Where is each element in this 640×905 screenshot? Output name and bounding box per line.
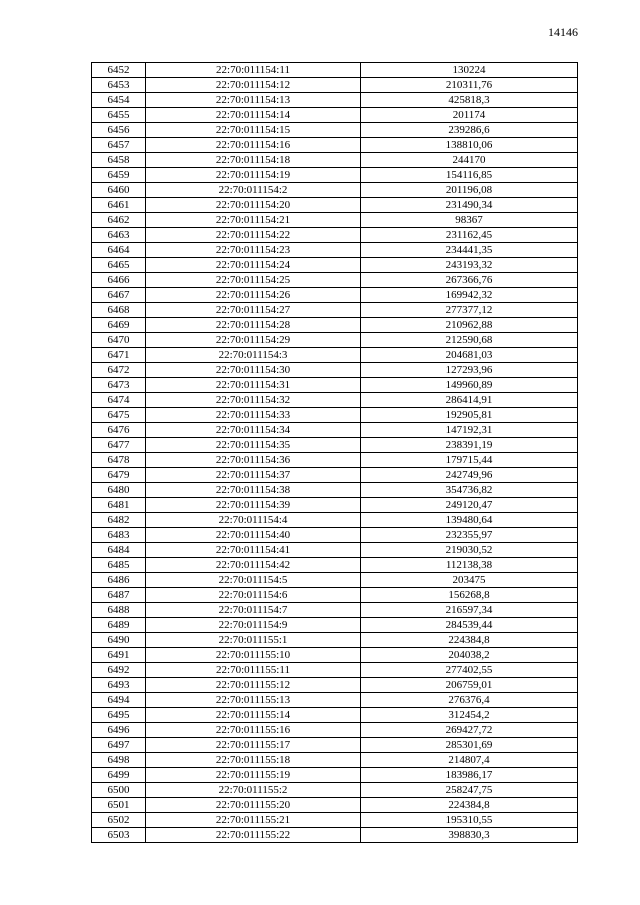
cadastral-number-cell: 22:70:011155:12 [146, 678, 361, 693]
cadastral-value-cell: 398830,3 [361, 828, 578, 843]
cadastral-number-cell: 22:70:011154:6 [146, 588, 361, 603]
cadastral-number-cell: 22:70:011154:39 [146, 498, 361, 513]
row-number-cell: 6483 [92, 528, 146, 543]
cadastral-number-cell: 22:70:011155:22 [146, 828, 361, 843]
cadastral-number-cell: 22:70:011154:12 [146, 78, 361, 93]
cadastral-number-cell: 22:70:011155:2 [146, 783, 361, 798]
table-row [92, 198, 578, 213]
table-row [92, 753, 578, 768]
table-row [92, 588, 578, 603]
cadastral-value-cell: 127293,96 [361, 363, 578, 378]
cadastral-value-cell: 183986,17 [361, 768, 578, 783]
cadastral-number-cell: 22:70:011154:34 [146, 423, 361, 438]
row-number-cell: 6491 [92, 648, 146, 663]
cadastral-value-cell: 269427,72 [361, 723, 578, 738]
cadastral-number-cell: 22:70:011154:2 [146, 183, 361, 198]
row-number-cell: 6464 [92, 243, 146, 258]
table-row [92, 348, 578, 363]
table-row [92, 498, 578, 513]
cadastral-value-cell: 156268,8 [361, 588, 578, 603]
row-number-cell: 6477 [92, 438, 146, 453]
row-number-cell: 6460 [92, 183, 146, 198]
table-row [92, 243, 578, 258]
row-number-cell: 6457 [92, 138, 146, 153]
row-number-cell: 6463 [92, 228, 146, 243]
table-row [92, 123, 578, 138]
cadastral-value-cell: 138810,06 [361, 138, 578, 153]
row-number-cell: 6488 [92, 603, 146, 618]
cadastral-value-cell: 98367 [361, 213, 578, 228]
row-number-cell: 6489 [92, 618, 146, 633]
table-row [92, 363, 578, 378]
row-number-cell: 6462 [92, 213, 146, 228]
row-number-cell: 6495 [92, 708, 146, 723]
row-number-cell: 6472 [92, 363, 146, 378]
cadastral-number-cell: 22:70:011154:19 [146, 168, 361, 183]
cadastral-number-cell: 22:70:011154:5 [146, 573, 361, 588]
cadastral-value-cell: 201196,08 [361, 183, 578, 198]
cadastral-number-cell: 22:70:011154:26 [146, 288, 361, 303]
cadastral-number-cell: 22:70:011154:4 [146, 513, 361, 528]
cadastral-number-cell: 22:70:011154:21 [146, 213, 361, 228]
row-number-cell: 6471 [92, 348, 146, 363]
table-row [92, 828, 578, 843]
cadastral-number-cell: 22:70:011154:16 [146, 138, 361, 153]
cadastral-value-cell: 139480,64 [361, 513, 578, 528]
table-row [92, 558, 578, 573]
cadastral-number-cell: 22:70:011154:38 [146, 483, 361, 498]
table-row [92, 678, 578, 693]
row-number-cell: 6458 [92, 153, 146, 168]
cadastral-number-cell: 22:70:011155:14 [146, 708, 361, 723]
table-row [92, 93, 578, 108]
table-row [92, 138, 578, 153]
cadastral-number-cell: 22:70:011154:28 [146, 318, 361, 333]
row-number-cell: 6468 [92, 303, 146, 318]
cadastral-value-cell: 147192,31 [361, 423, 578, 438]
cadastral-number-cell: 22:70:011154:15 [146, 123, 361, 138]
cadastral-value-cell: 425818,3 [361, 93, 578, 108]
cadastral-number-cell: 22:70:011154:30 [146, 363, 361, 378]
table-row [92, 393, 578, 408]
cadastral-value-cell: 224384,8 [361, 633, 578, 648]
row-number-cell: 6482 [92, 513, 146, 528]
cadastral-value-cell: 214807,4 [361, 753, 578, 768]
cadastral-value-cell: 286414,91 [361, 393, 578, 408]
cadastral-number-cell: 22:70:011154:24 [146, 258, 361, 273]
table-row [92, 438, 578, 453]
row-number-cell: 6455 [92, 108, 146, 123]
cadastral-number-cell: 22:70:011154:37 [146, 468, 361, 483]
table-row [92, 693, 578, 708]
cadastral-value-cell: 206759,01 [361, 678, 578, 693]
table-row [92, 783, 578, 798]
cadastral-number-cell: 22:70:011154:11 [146, 63, 361, 78]
cadastral-value-cell: 276376,4 [361, 693, 578, 708]
cadastral-value-cell: 234441,35 [361, 243, 578, 258]
cadastral-value-cell: 179715,44 [361, 453, 578, 468]
cadastral-number-cell: 22:70:011154:23 [146, 243, 361, 258]
row-number-cell: 6453 [92, 78, 146, 93]
cadastral-number-cell: 22:70:011154:18 [146, 153, 361, 168]
cadastral-value-cell: 285301,69 [361, 738, 578, 753]
table-row [92, 543, 578, 558]
cadastral-value-cell: 224384,8 [361, 798, 578, 813]
cadastral-value-cell: 277402,55 [361, 663, 578, 678]
row-number-cell: 6501 [92, 798, 146, 813]
table-row [92, 708, 578, 723]
table-row [92, 273, 578, 288]
cadastral-value-cell: 258247,75 [361, 783, 578, 798]
table-row [92, 513, 578, 528]
table-row [92, 633, 578, 648]
table-row [92, 423, 578, 438]
cadastral-value-cell: 232355,97 [361, 528, 578, 543]
table-row [92, 78, 578, 93]
cadastral-value-cell: 354736,82 [361, 483, 578, 498]
cadastral-value-cell: 243193,32 [361, 258, 578, 273]
page-number: 14146 [548, 25, 578, 39]
row-number-cell: 6470 [92, 333, 146, 348]
cadastral-value-cell: 284539,44 [361, 618, 578, 633]
cadastral-number-cell: 22:70:011154:20 [146, 198, 361, 213]
row-number-cell: 6498 [92, 753, 146, 768]
table-row [92, 483, 578, 498]
table-row [92, 168, 578, 183]
cadastral-number-cell: 22:70:011154:36 [146, 453, 361, 468]
cadastral-number-cell: 22:70:011155:20 [146, 798, 361, 813]
row-number-cell: 6465 [92, 258, 146, 273]
cadastral-value-cell: 192905,81 [361, 408, 578, 423]
row-number-cell: 6480 [92, 483, 146, 498]
table-row [92, 813, 578, 828]
table-row [92, 333, 578, 348]
table-row [92, 63, 578, 78]
cadastral-value-cell: 112138,38 [361, 558, 578, 573]
row-number-cell: 6494 [92, 693, 146, 708]
table-row [92, 183, 578, 198]
cadastral-value-cell: 242749,96 [361, 468, 578, 483]
cadastral-value-cell: 149960,89 [361, 378, 578, 393]
cadastral-value-cell: 212590,68 [361, 333, 578, 348]
cadastral-number-cell: 22:70:011155:17 [146, 738, 361, 753]
cadastral-number-cell: 22:70:011155:11 [146, 663, 361, 678]
row-number-cell: 6490 [92, 633, 146, 648]
row-number-cell: 6496 [92, 723, 146, 738]
cadastral-number-cell: 22:70:011154:7 [146, 603, 361, 618]
row-number-cell: 6452 [92, 63, 146, 78]
cadastral-value-cell: 239286,6 [361, 123, 578, 138]
cadastral-value-cell: 204038,2 [361, 648, 578, 663]
cadastral-number-cell: 22:70:011154:31 [146, 378, 361, 393]
table-row [92, 378, 578, 393]
row-number-cell: 6456 [92, 123, 146, 138]
row-number-cell: 6467 [92, 288, 146, 303]
row-number-cell: 6485 [92, 558, 146, 573]
row-number-cell: 6484 [92, 543, 146, 558]
cadastral-value-cell: 231162,45 [361, 228, 578, 243]
cadastral-number-cell: 22:70:011154:27 [146, 303, 361, 318]
table-row [92, 228, 578, 243]
cadastral-number-cell: 22:70:011154:40 [146, 528, 361, 543]
table-row [92, 453, 578, 468]
table-row [92, 738, 578, 753]
row-number-cell: 6486 [92, 573, 146, 588]
cadastral-number-cell: 22:70:011155:16 [146, 723, 361, 738]
cadastral-value-cell: 201174 [361, 108, 578, 123]
row-number-cell: 6473 [92, 378, 146, 393]
cadastral-number-cell: 22:70:011154:35 [146, 438, 361, 453]
row-number-cell: 6459 [92, 168, 146, 183]
cadastral-number-cell: 22:70:011154:32 [146, 393, 361, 408]
cadastral-value-cell: 210311,76 [361, 78, 578, 93]
table-row [92, 408, 578, 423]
table-body [92, 63, 578, 843]
row-number-cell: 6461 [92, 198, 146, 213]
table-row [92, 303, 578, 318]
row-number-cell: 6454 [92, 93, 146, 108]
table-row [92, 318, 578, 333]
cadastral-number-cell: 22:70:011154:41 [146, 543, 361, 558]
cadastral-value-cell: 154116,85 [361, 168, 578, 183]
table-row [92, 768, 578, 783]
table-row [92, 618, 578, 633]
cadastral-number-cell: 22:70:011155:19 [146, 768, 361, 783]
row-number-cell: 6479 [92, 468, 146, 483]
table-row [92, 108, 578, 123]
cadastral-number-cell: 22:70:011154:3 [146, 348, 361, 363]
cadastral-number-cell: 22:70:011154:9 [146, 618, 361, 633]
cadastral-value-cell: 238391,19 [361, 438, 578, 453]
cadastral-value-cell: 130224 [361, 63, 578, 78]
row-number-cell: 6487 [92, 588, 146, 603]
row-number-cell: 6499 [92, 768, 146, 783]
table-row [92, 468, 578, 483]
cadastral-value-cell: 277377,12 [361, 303, 578, 318]
row-number-cell: 6502 [92, 813, 146, 828]
cadastral-number-cell: 22:70:011154:14 [146, 108, 361, 123]
cadastral-value-cell: 231490,34 [361, 198, 578, 213]
table-row [92, 603, 578, 618]
row-number-cell: 6469 [92, 318, 146, 333]
row-number-cell: 6478 [92, 453, 146, 468]
table-row [92, 573, 578, 588]
row-number-cell: 6475 [92, 408, 146, 423]
cadastral-value-cell: 204681,03 [361, 348, 578, 363]
cadastral-value-cell: 267366,76 [361, 273, 578, 288]
cadastral-number-cell: 22:70:011155:1 [146, 633, 361, 648]
row-number-cell: 6503 [92, 828, 146, 843]
table-row [92, 528, 578, 543]
row-number-cell: 6493 [92, 678, 146, 693]
cadastral-value-cell: 312454,2 [361, 708, 578, 723]
table-row [92, 798, 578, 813]
cadastral-number-cell: 22:70:011154:25 [146, 273, 361, 288]
table-row [92, 723, 578, 738]
cadastral-number-cell: 22:70:011155:13 [146, 693, 361, 708]
table-row [92, 258, 578, 273]
cadastral-value-cell: 249120,47 [361, 498, 578, 513]
cadastral-value-cell: 244170 [361, 153, 578, 168]
cadastral-number-cell: 22:70:011154:29 [146, 333, 361, 348]
row-number-cell: 6497 [92, 738, 146, 753]
cadastral-number-cell: 22:70:011154:42 [146, 558, 361, 573]
cadastral-number-cell: 22:70:011155:21 [146, 813, 361, 828]
row-number-cell: 6481 [92, 498, 146, 513]
table-row [92, 663, 578, 678]
table-row [92, 288, 578, 303]
cadastral-number-cell: 22:70:011154:22 [146, 228, 361, 243]
row-number-cell: 6476 [92, 423, 146, 438]
cadastral-number-cell: 22:70:011154:33 [146, 408, 361, 423]
row-number-cell: 6466 [92, 273, 146, 288]
cadastral-number-cell: 22:70:011155:18 [146, 753, 361, 768]
cadastral-value-cell: 203475 [361, 573, 578, 588]
cadastral-value-table [91, 62, 578, 843]
cadastral-value-cell: 219030,52 [361, 543, 578, 558]
row-number-cell: 6500 [92, 783, 146, 798]
table-row [92, 648, 578, 663]
cadastral-value-cell: 169942,32 [361, 288, 578, 303]
row-number-cell: 6492 [92, 663, 146, 678]
row-number-cell: 6474 [92, 393, 146, 408]
cadastral-value-cell: 216597,34 [361, 603, 578, 618]
table-row [92, 153, 578, 168]
cadastral-number-cell: 22:70:011155:10 [146, 648, 361, 663]
cadastral-number-cell: 22:70:011154:13 [146, 93, 361, 108]
cadastral-value-cell: 210962,88 [361, 318, 578, 333]
table-row [92, 213, 578, 228]
cadastral-value-cell: 195310,55 [361, 813, 578, 828]
